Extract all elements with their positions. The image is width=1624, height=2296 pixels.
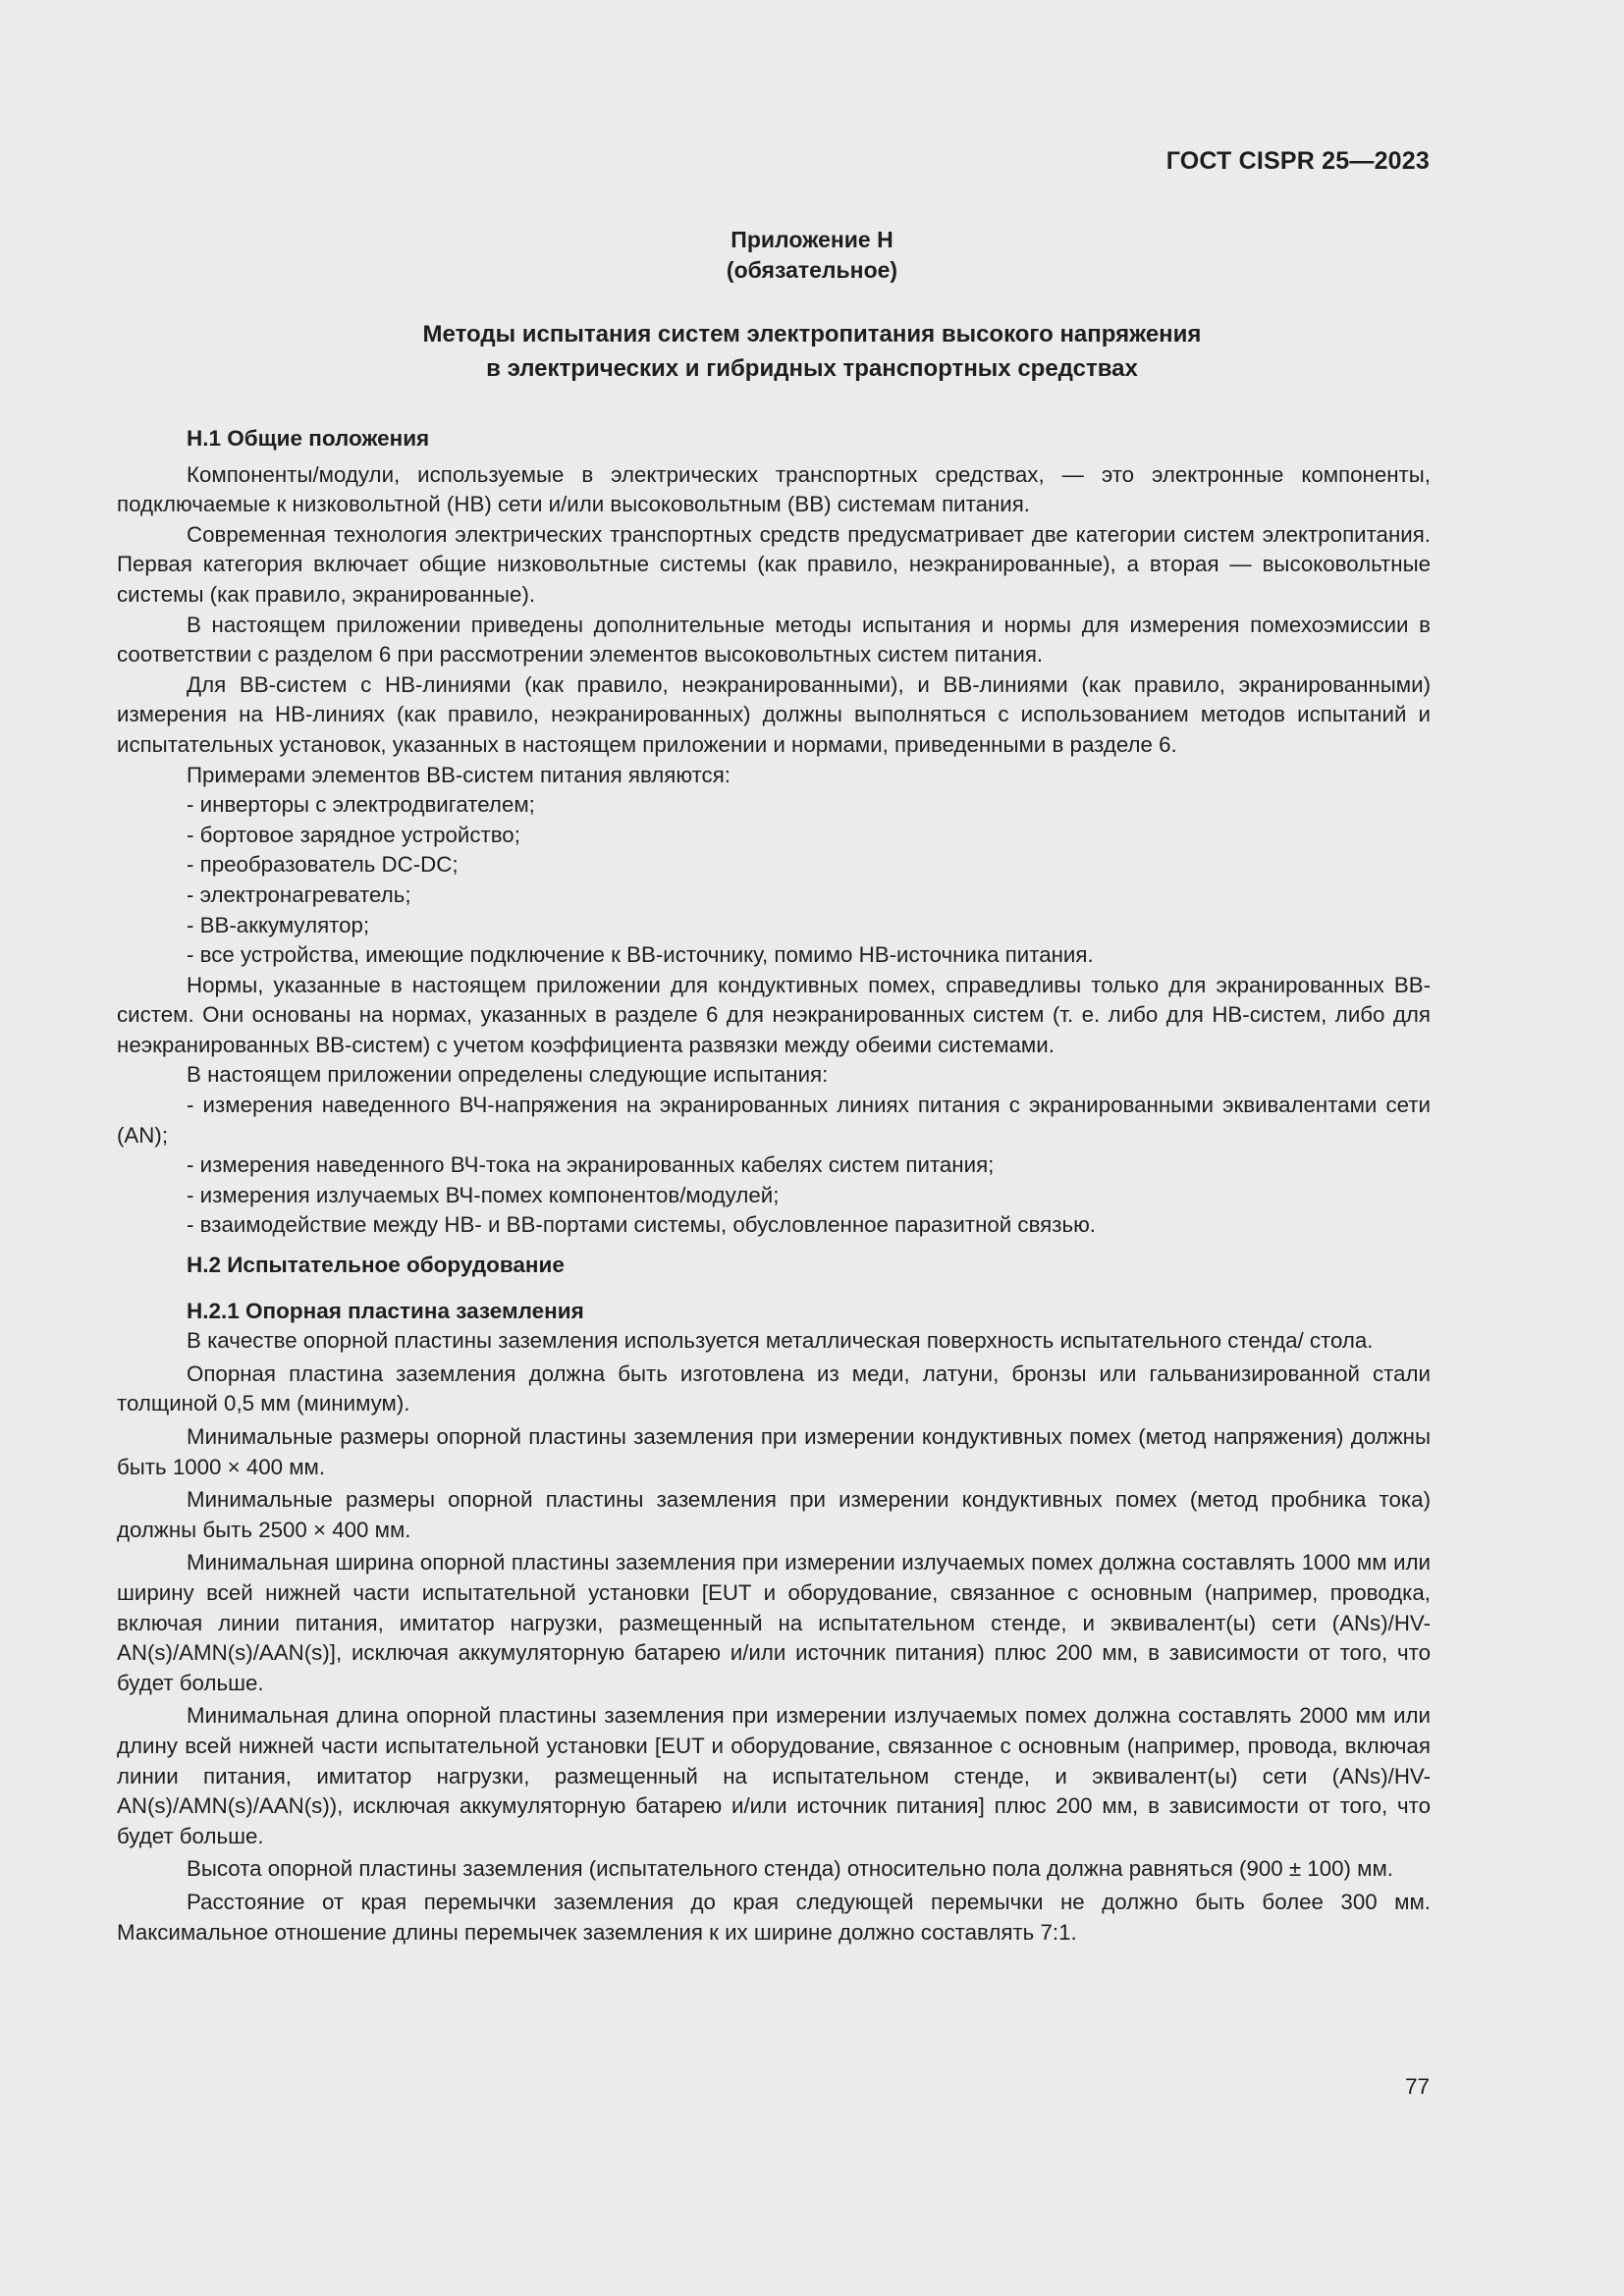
paragraph: В настоящем приложении приведены дополнительные методы испытания и нормы для измерения помехоэмиссии в соответствии с разделом 6 при рассмотрении элементов высоковольтных систем питания. xyxy=(117,612,1431,667)
element-examples-list xyxy=(117,790,1431,971)
document-body xyxy=(117,424,1431,1948)
section-heading-h1: Н.1 Общие положения xyxy=(187,426,430,451)
page-number: 77 xyxy=(1404,2074,1430,2099)
list-item: - все устройства, имеющие подключение к ВВ-источнику, помимо НВ-источника питания. xyxy=(187,942,1094,968)
list-item: - ВВ-аккумулятор; xyxy=(187,912,370,937)
paragraph: Минимальная ширина опорной пластины заземления при измерении излучаемых помех должна составлять 1000 мм или ширину всей нижней части испытательной установки [EUT и оборудование, связанное с основным (например, проводка, включая линии питания, имитатор нагрузки, размещенный на испытательном стенде, и эквивалент(ы) сети (ANs)/HV-AN(s)/AMN(s)/AAN(s)], исключая аккумуляторную батарею и/или источник питания) плюс 200 мм, в зависимости от того, что будет больше. xyxy=(117,1550,1431,1695)
paragraph: В настоящем приложении определены следующие испытания: xyxy=(187,1062,829,1088)
paragraph: Высота опорной пластины заземления (испытательного стенда) относительно пола должна равняться (900 ± 100) мм. xyxy=(187,1856,1393,1882)
document-code: ГОСТ CISPR 25—2023 xyxy=(1165,147,1430,175)
paragraph: В качестве опорной пластины заземления используется металлическая поверхность испытательного стенда/ стола. xyxy=(187,1328,1374,1354)
annex-title-line-2: в электрических и гибридных транспортных средствах xyxy=(486,355,1138,382)
paragraph: Нормы, указанные в настоящем приложении для кондуктивных помех, справедливы только для экранированных ВВ-систем. Они основаны на нормах, указанных в разделе 6 для неэкранированных систем (т. е. либо для НВ-систем, либо для неэкранированных ВВ-систем) с учетом коэффициента развязки между обеими системами. xyxy=(117,972,1431,1057)
paragraph: Расстояние от края перемычки заземления до края следующей перемычки не должно быть более 300 мм. Максимальное отношение длины перемычек заземления к их ширине должно составлять 7:1. xyxy=(117,1889,1431,1945)
annex-label: Приложение Н xyxy=(731,227,893,252)
list-item: - электронагреватель; xyxy=(187,881,411,907)
list-item: - бортовое зарядное устройство; xyxy=(187,822,520,847)
list-item: - измерения наведенного ВЧ-напряжения на экранированных линиях питания с экранированными эквивалентами сети (AN); xyxy=(117,1093,1431,1148)
paragraph: Примерами элементов ВВ-систем питания являются: xyxy=(187,762,731,787)
list-item: - преобразователь DC-DC; xyxy=(187,852,459,878)
paragraph: Современная технология электрических транспортных средств предусматривает две категории систем электропитания. Первая категория включает общие низковольтные системы (как правило, неэкранированные), а вторая — высоковольтные системы (как правило, экранированные). xyxy=(117,521,1431,607)
annex-title-line-1: Методы испытания систем электропитания высокого напряжения xyxy=(422,321,1202,347)
list-item: - измерения наведенного ВЧ-тока на экранированных кабелях систем питания; xyxy=(187,1152,995,1178)
list-item: - измерения излучаемых ВЧ-помех компонентов/модулей; xyxy=(187,1182,780,1207)
annex-title xyxy=(0,317,1624,386)
section-heading-h2-1: Н.2.1 Опорная пластина заземления xyxy=(187,1298,584,1323)
paragraph: Минимальная длина опорной пластины заземления при измерении излучаемых помех должна составлять 2000 мм или длину всей нижней части испытательной установки [EUT и оборудование, связанное с основным (например, провода, включая линии питания, имитатор нагрузки, размещенный на испытательном стенде, и эквивалент(ы) сети (ANs)/HV-AN(s)/AMN(s)/AAN(s)), исключая аккумуляторную батарею и/или источник питания] плюс 200 мм, в зависимости от того, что будет больше. xyxy=(117,1703,1431,1848)
tests-list xyxy=(117,1091,1431,1241)
list-item: - взаимодействие между НВ- и ВВ-портами системы, обусловленное паразитной связью. xyxy=(187,1212,1097,1238)
annex-status: (обязательное) xyxy=(726,257,898,283)
paragraph: Для ВВ-систем с НВ-линиями (как правило, неэкранированными), и ВВ-линиями (как правило, экранированными) измерения на НВ-линиях (как правило, неэкранированных) должны выполняться с использованием методов испытаний и испытательных установок, указанных в настоящем приложении и нормами, приведенными в разделе 6. xyxy=(117,671,1431,757)
paragraph: Минимальные размеры опорной пластины заземления при измерении кондуктивных помех (метод напряжения) должны быть 1000 × 400 мм. xyxy=(117,1424,1431,1479)
section-heading-h2: Н.2 Испытательное оборудование xyxy=(187,1253,565,1278)
list-item: - инверторы с электродвигателем; xyxy=(187,792,535,818)
paragraph: Компоненты/модули, используемые в электрических транспортных средствах, — это электронные компоненты, подключаемые к низковольтной (НВ) сети и/или высоковольтным (ВВ) системам питания. xyxy=(117,461,1431,517)
annex-header xyxy=(0,225,1624,286)
paragraph: Минимальные размеры опорной пластины заземления при измерении кондуктивных помех (метод пробника тока) должны быть 2500 × 400 мм. xyxy=(117,1487,1431,1542)
paragraph: Опорная пластина заземления должна быть изготовлена из меди, латуни, бронзы или гальванизированной стали толщиной 0,5 мм (минимум). xyxy=(117,1361,1431,1416)
